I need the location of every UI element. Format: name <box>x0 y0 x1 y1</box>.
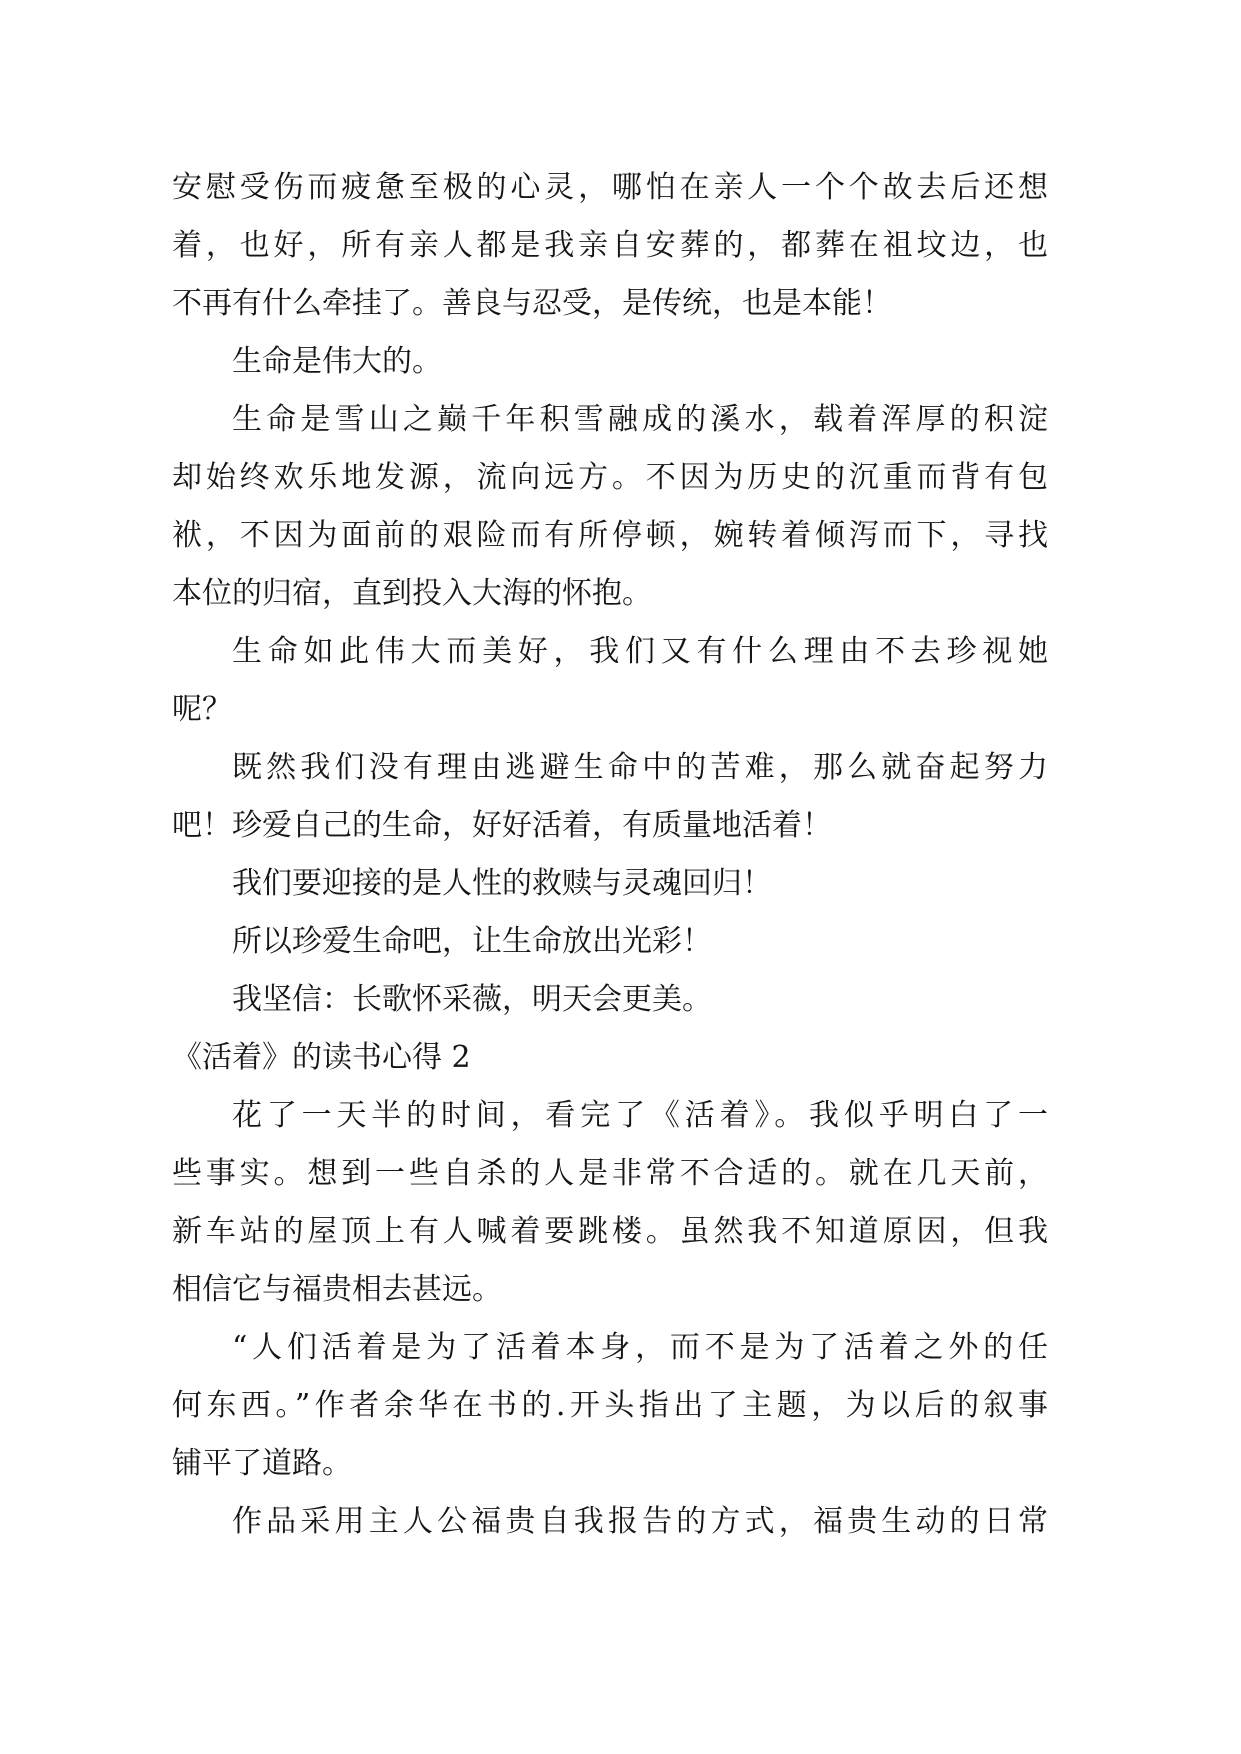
paragraph-line: 却始终欢乐地发源，流向远方。不因为历史的沉重而背有包 <box>172 460 1048 495</box>
paragraph <box>172 623 1048 739</box>
paragraph <box>172 913 1048 971</box>
paragraph <box>172 739 1048 855</box>
section-2 <box>172 1029 1048 1551</box>
paragraph-line: 不再有什么牵挂了。善良与忍受，是传统，也是本能！ <box>172 286 892 321</box>
paragraph <box>172 391 1048 623</box>
section-heading: 《活着》的读书心得 2 <box>172 1040 471 1075</box>
paragraph <box>172 159 1048 333</box>
paragraph-line: 着，也好，所有亲人都是我亲自安葬的，都葬在祖坟边，也 <box>172 228 1048 263</box>
paragraph-line: 何东西。”作者余华在书的.开头指出了主题，为以后的叙事 <box>172 1388 1048 1423</box>
paragraph-line: 本位的归宿，直到投入大海的怀抱。 <box>172 576 652 611</box>
paragraph <box>172 855 1048 913</box>
paragraph <box>172 333 1048 391</box>
paragraph-line: 安慰受伤而疲惫至极的心灵，哪怕在亲人一个个故去后还想 <box>172 170 1048 205</box>
paragraph-line: 些事实。想到一些自杀的人是非常不合适的。就在几天前， <box>172 1156 1048 1191</box>
text-body <box>172 159 1048 1551</box>
paragraph-line: 生命如此伟大而美好，我们又有什么理由不去珍视她 <box>232 634 1048 669</box>
paragraph <box>172 1087 1048 1319</box>
paragraph-line: 花了一天半的时间，看完了《活着》。我似乎明白了一 <box>232 1098 1048 1133</box>
paragraph-line: 吧！珍爱自己的生命，好好活着，有质量地活着！ <box>172 808 832 843</box>
paragraph <box>172 1319 1048 1493</box>
paragraph-line: 新车站的屋顶上有人喊着要跳楼。虽然我不知道原因，但我 <box>172 1214 1048 1249</box>
paragraph-line: 生命是雪山之巅千年积雪融成的溪水，载着浑厚的积淀 <box>232 402 1048 437</box>
paragraph <box>172 971 1048 1029</box>
paragraph-line: 呢？ <box>172 692 232 727</box>
paragraph-line: 生命是伟大的。 <box>232 344 442 379</box>
paragraph-line: 铺平了道路。 <box>172 1446 352 1481</box>
paragraph-line: 袱，不因为面前的艰险而有所停顿，婉转着倾泻而下，寻找 <box>172 518 1048 553</box>
paragraph-line: 相信它与福贵相去甚远。 <box>172 1272 502 1307</box>
paragraph-line: 我们要迎接的是人性的救赎与灵魂回归！ <box>232 866 772 901</box>
section-1 <box>172 159 1048 1029</box>
paragraph-line: 既然我们没有理由逃避生命中的苦难，那么就奋起努力 <box>232 750 1048 785</box>
paragraph-line: 所以珍爱生命吧，让生命放出光彩！ <box>232 924 712 959</box>
paragraph <box>172 1493 1048 1551</box>
paragraph-line: 作品采用主人公福贵自我报告的方式，福贵生动的日常 <box>232 1504 1048 1539</box>
paragraph-line: 我坚信：长歌怀采薇，明天会更美。 <box>232 982 712 1017</box>
paragraph-line: “人们活着是为了活着本身，而不是为了活着之外的任 <box>232 1330 1048 1365</box>
